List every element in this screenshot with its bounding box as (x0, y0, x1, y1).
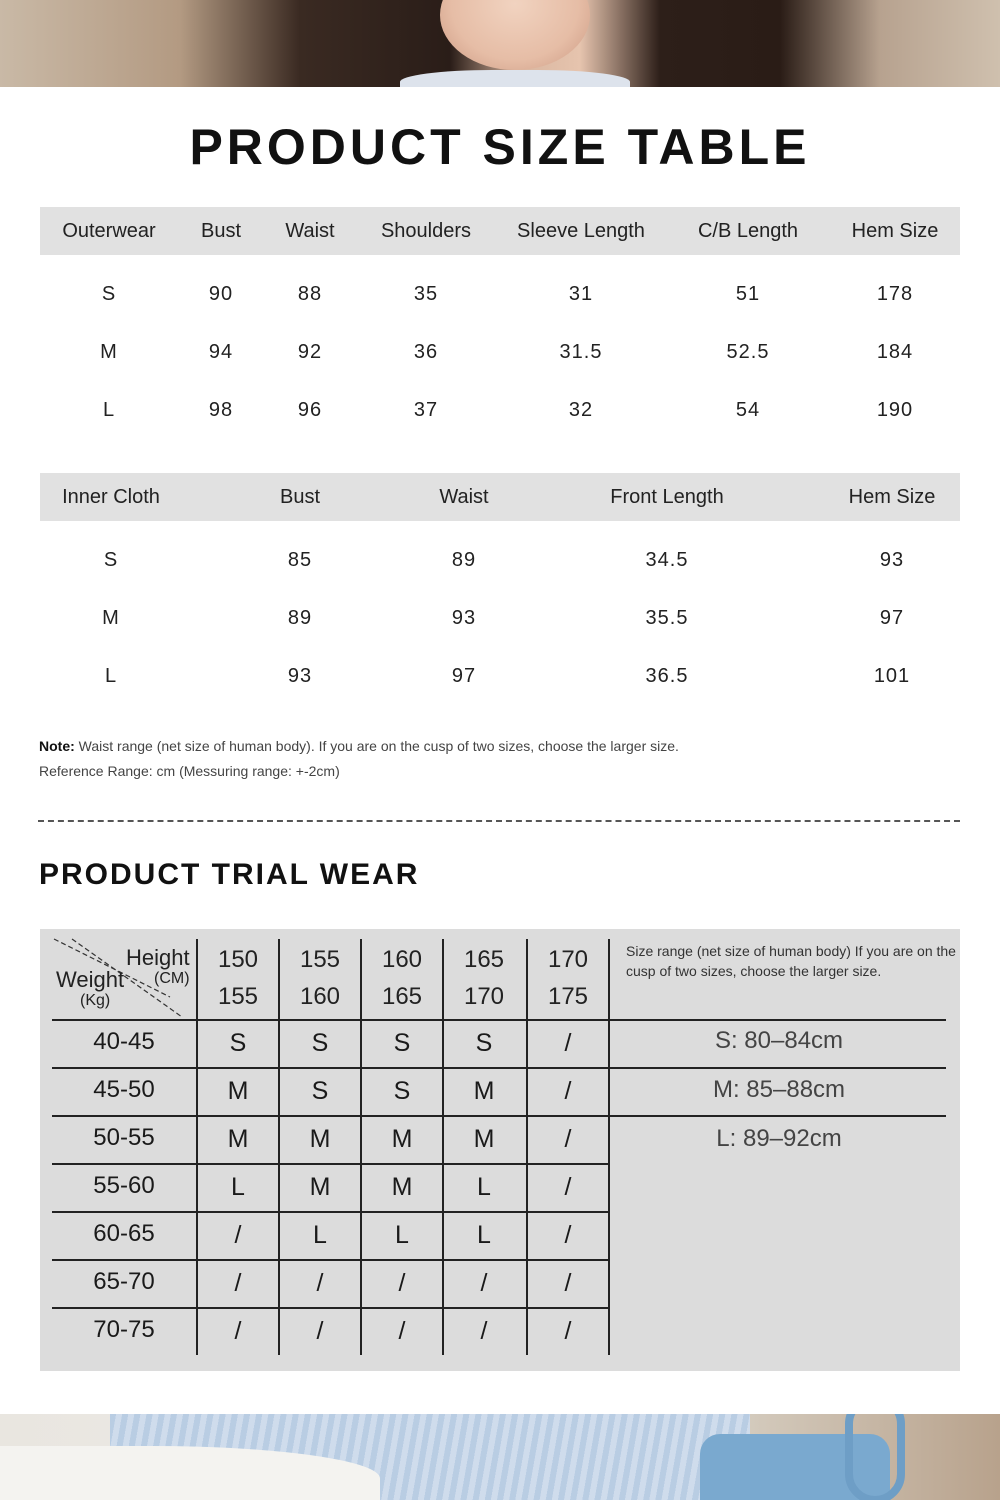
inner-header-cell: Front Length (610, 485, 724, 508)
grid-horizontal-line (52, 1067, 946, 1069)
size-cell: S (229, 1029, 247, 1057)
size-cell: M (227, 1125, 249, 1153)
table-row (40, 647, 960, 705)
size-cell: / (316, 1317, 324, 1345)
reference-range-note: Reference Range: cm (Messuring range: +-2cm) (39, 763, 340, 779)
size-cell: M (391, 1125, 413, 1153)
table-cell: 92 (297, 340, 323, 363)
weight-row-label: 45-50 (93, 1076, 155, 1103)
table-cell: 184 (876, 340, 914, 363)
table-cell: 32 (568, 398, 594, 421)
grid-horizontal-line (52, 1163, 610, 1165)
grid-horizontal-line (52, 1019, 946, 1021)
size-cell: / (398, 1269, 406, 1297)
table-cell: 51 (735, 282, 761, 305)
size-range-s: S: 80–84cm (714, 1027, 844, 1054)
size-cell: / (316, 1269, 324, 1297)
grid-horizontal-line (52, 1259, 610, 1261)
table-row (40, 265, 960, 323)
table-cell: 101 (873, 664, 911, 687)
inner-header-cell: Inner Cloth (62, 485, 160, 508)
table-cell: 190 (876, 398, 914, 421)
size-range-m: M: 85–88cm (712, 1076, 846, 1103)
weight-row-label: 60-65 (93, 1220, 155, 1247)
size-cell: S (393, 1077, 411, 1105)
table-cell: 96 (297, 398, 323, 421)
table-row (40, 589, 960, 647)
trial-wear-title: PRODUCT TRIAL WEAR (39, 858, 420, 891)
table-cell: 93 (287, 664, 313, 687)
size-cell: M (473, 1125, 495, 1153)
size-cell: M (391, 1173, 413, 1201)
note-label: Note: (39, 738, 75, 754)
inner-cloth-size-table (40, 473, 960, 705)
table-cell: 88 (297, 282, 323, 305)
table-cell: S (101, 282, 117, 305)
shirt-collar (400, 70, 630, 87)
table-cell: 35.5 (645, 606, 689, 629)
outerwear-header-cell: Hem Size (851, 219, 939, 242)
inner-header-row (40, 473, 960, 521)
size-cell: L (395, 1221, 409, 1249)
table-cell: 93 (451, 606, 477, 629)
outerwear-header-cell: Bust (200, 219, 242, 242)
size-cell: / (564, 1125, 572, 1153)
height-to: 170 (463, 983, 505, 1010)
size-cell: / (234, 1269, 242, 1297)
grid-horizontal-line (52, 1307, 610, 1309)
table-cell: 52.5 (726, 340, 770, 363)
height-column-header (443, 941, 525, 1015)
size-cell: M (227, 1077, 249, 1105)
height-to: 165 (381, 983, 423, 1010)
size-cell: / (398, 1317, 406, 1345)
grid-horizontal-line (52, 1115, 946, 1117)
weight-row-label: 55-60 (93, 1172, 155, 1199)
outerwear-header-cell: Sleeve Length (517, 219, 645, 242)
height-column-header (279, 941, 361, 1015)
inner-header-cell: Hem Size (848, 485, 936, 508)
table-cell: 36 (413, 340, 439, 363)
note-text: Waist range (net size of human body). If you are on the cusp of two sizes, choose the larger size. (74, 738, 679, 754)
size-cell: / (234, 1221, 242, 1249)
page-title: PRODUCT SIZE TABLE (189, 119, 811, 175)
table-cell: 54 (735, 398, 761, 421)
table-cell: 85 (287, 548, 313, 571)
inner-header-cell: Waist (439, 485, 489, 508)
outerwear-header-cell: Shoulders (380, 219, 472, 242)
height-column-header (527, 941, 609, 1015)
corner-kg-label: (Kg) (80, 992, 111, 1009)
size-cell: S (311, 1029, 329, 1057)
table-row (40, 531, 960, 589)
section-divider (38, 820, 960, 822)
size-cell: L (313, 1221, 327, 1249)
grid-horizontal-line (52, 1211, 610, 1213)
outerwear-header-cell: C/B Length (697, 219, 799, 242)
table-cell: 31.5 (559, 340, 603, 363)
size-cell: / (564, 1221, 572, 1249)
size-cell: M (309, 1125, 331, 1153)
table-cell: 89 (287, 606, 313, 629)
trial-wear-table (40, 929, 960, 1371)
height-to: 175 (547, 983, 589, 1010)
table-cell: S (103, 548, 119, 571)
table-cell: 93 (879, 548, 905, 571)
height-to: 160 (299, 983, 341, 1010)
size-cell: L (477, 1221, 491, 1249)
size-cell: / (564, 1173, 572, 1201)
inner-header-cell: Bust (279, 485, 321, 508)
table-cell: 35 (413, 282, 439, 305)
height-column-header (197, 941, 279, 1015)
height-column-header (361, 941, 443, 1015)
table-cell: 34.5 (645, 548, 689, 571)
size-cell: M (473, 1077, 495, 1105)
table-cell: 89 (451, 548, 477, 571)
size-cell: S (475, 1029, 493, 1057)
size-cell: / (234, 1317, 242, 1345)
size-cell: / (564, 1317, 572, 1345)
size-cell: / (480, 1269, 488, 1297)
size-cell: S (311, 1077, 329, 1105)
bag-strap (845, 1414, 905, 1500)
weight-row-label: 40-45 (93, 1028, 155, 1055)
table-cell: 94 (208, 340, 234, 363)
corner-height-label: Height (126, 945, 190, 970)
trial-side-note: Size range (net size of human body) If you are on the cusp of two sizes, choose the larger size. (626, 943, 956, 979)
size-cell: S (393, 1029, 411, 1057)
table-cell: M (100, 340, 118, 363)
table-cell: L (102, 398, 116, 421)
outerwear-header-row (40, 207, 960, 255)
size-cell: / (564, 1029, 572, 1057)
size-cell: / (480, 1317, 488, 1345)
weight-row-label: 70-75 (93, 1316, 155, 1343)
table-row (40, 323, 960, 381)
corner-cm-label: (CM) (154, 970, 190, 987)
model-photo-bottom (0, 1414, 1000, 1500)
height-from: 170 (547, 946, 589, 973)
table-cell: M (102, 606, 120, 629)
size-cell: M (309, 1173, 331, 1201)
size-cell: / (564, 1269, 572, 1297)
table-cell: 178 (876, 282, 914, 305)
weight-row-label: 50-55 (93, 1124, 155, 1151)
corner-weight-label: Weight (56, 967, 125, 992)
height-from: 165 (463, 946, 505, 973)
outerwear-header-cell: Waist (285, 219, 335, 242)
table-cell: 37 (413, 398, 439, 421)
model-chin (440, 0, 590, 70)
outerwear-header-cell: Outerwear (62, 219, 156, 242)
size-note (39, 738, 679, 754)
height-from: 155 (299, 946, 341, 973)
table-cell: L (104, 664, 118, 687)
table-cell: 97 (451, 664, 477, 687)
table-cell: 31 (568, 282, 594, 305)
size-cell: / (564, 1077, 572, 1105)
table-cell: 97 (879, 606, 905, 629)
table-cell: 36.5 (645, 664, 689, 687)
height-from: 150 (217, 946, 259, 973)
size-cell: L (231, 1173, 245, 1201)
model-photo-top (0, 0, 1000, 87)
table-cell: 98 (208, 398, 234, 421)
size-cell: L (477, 1173, 491, 1201)
table-cell: 90 (208, 282, 234, 305)
height-from: 160 (381, 946, 423, 973)
weight-row-label: 65-70 (93, 1268, 155, 1295)
size-range-l: L: 89–92cm (716, 1125, 842, 1152)
outerwear-size-table (40, 207, 960, 439)
height-to: 155 (217, 983, 259, 1010)
table-row (40, 381, 960, 439)
